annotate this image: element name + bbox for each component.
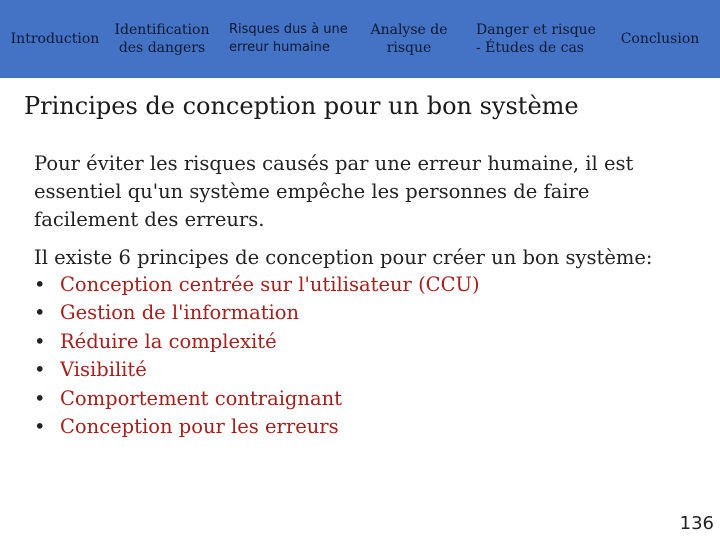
nav-tab-conclusion[interactable]	[612, 0, 708, 78]
principles-list	[34, 271, 480, 441]
nav-tab-label-line1: Identification	[114, 22, 210, 38]
slide-title: Principes de conception pour un bon système	[24, 92, 579, 120]
intro-paragraph: Pour éviter les risques causés par une erreur humaine, il est essentiel qu'un système empêche les personnes de faire facilement des erreurs.	[34, 152, 634, 231]
nav-tab-danger-risque[interactable]	[476, 0, 606, 78]
nav-tab-identification[interactable]	[108, 0, 216, 78]
nav-tab-label-line1: Risques dus à une	[229, 22, 348, 37]
list-item	[34, 271, 480, 299]
page-number: 136	[679, 513, 714, 534]
list-item-text: Conception pour les erreurs	[60, 415, 339, 439]
nav-tab-introduction[interactable]	[4, 0, 106, 78]
list-item-text: Réduire la complexité	[60, 329, 277, 353]
bullet-marker: •	[34, 415, 46, 439]
list-item-text: Conception centrée sur l'utilisateur (CCU)	[60, 273, 480, 296]
nav-tab-label-line2: risque	[386, 40, 432, 56]
nav-tab-label: Introduction	[10, 31, 100, 47]
list-item	[34, 385, 480, 413]
bullet-marker: •	[34, 329, 46, 353]
nav-tab-label-line1: Danger et risque	[476, 22, 596, 38]
nav-tab-risques[interactable]	[229, 0, 359, 78]
bullet-marker: •	[34, 273, 46, 296]
nav-tab-label-line2: des dangers	[118, 40, 206, 56]
bullet-marker: •	[34, 358, 46, 382]
nav-tab-analyse[interactable]	[362, 0, 456, 78]
nav-tab-label-line2: - Études de cas	[476, 40, 584, 56]
list-item	[34, 413, 480, 441]
list-item	[34, 328, 480, 356]
bullet-marker: •	[34, 301, 46, 325]
list-item-text: Comportement contraignant	[60, 386, 342, 410]
nav-tab-label-line1: Analyse de	[370, 22, 448, 38]
list-item	[34, 356, 480, 384]
nav-tab-label-line2: erreur humaine	[229, 40, 330, 55]
list-item-text: Visibilité	[60, 358, 147, 382]
bullet-marker: •	[34, 386, 46, 410]
list-item	[34, 299, 480, 327]
list-item-text: Gestion de l'information	[60, 301, 300, 325]
principles-intro: Il existe 6 principes de conception pour créer un bon système:	[34, 246, 653, 269]
top-navigation-bar	[0, 0, 720, 78]
nav-tab-label: Conclusion	[620, 31, 700, 47]
